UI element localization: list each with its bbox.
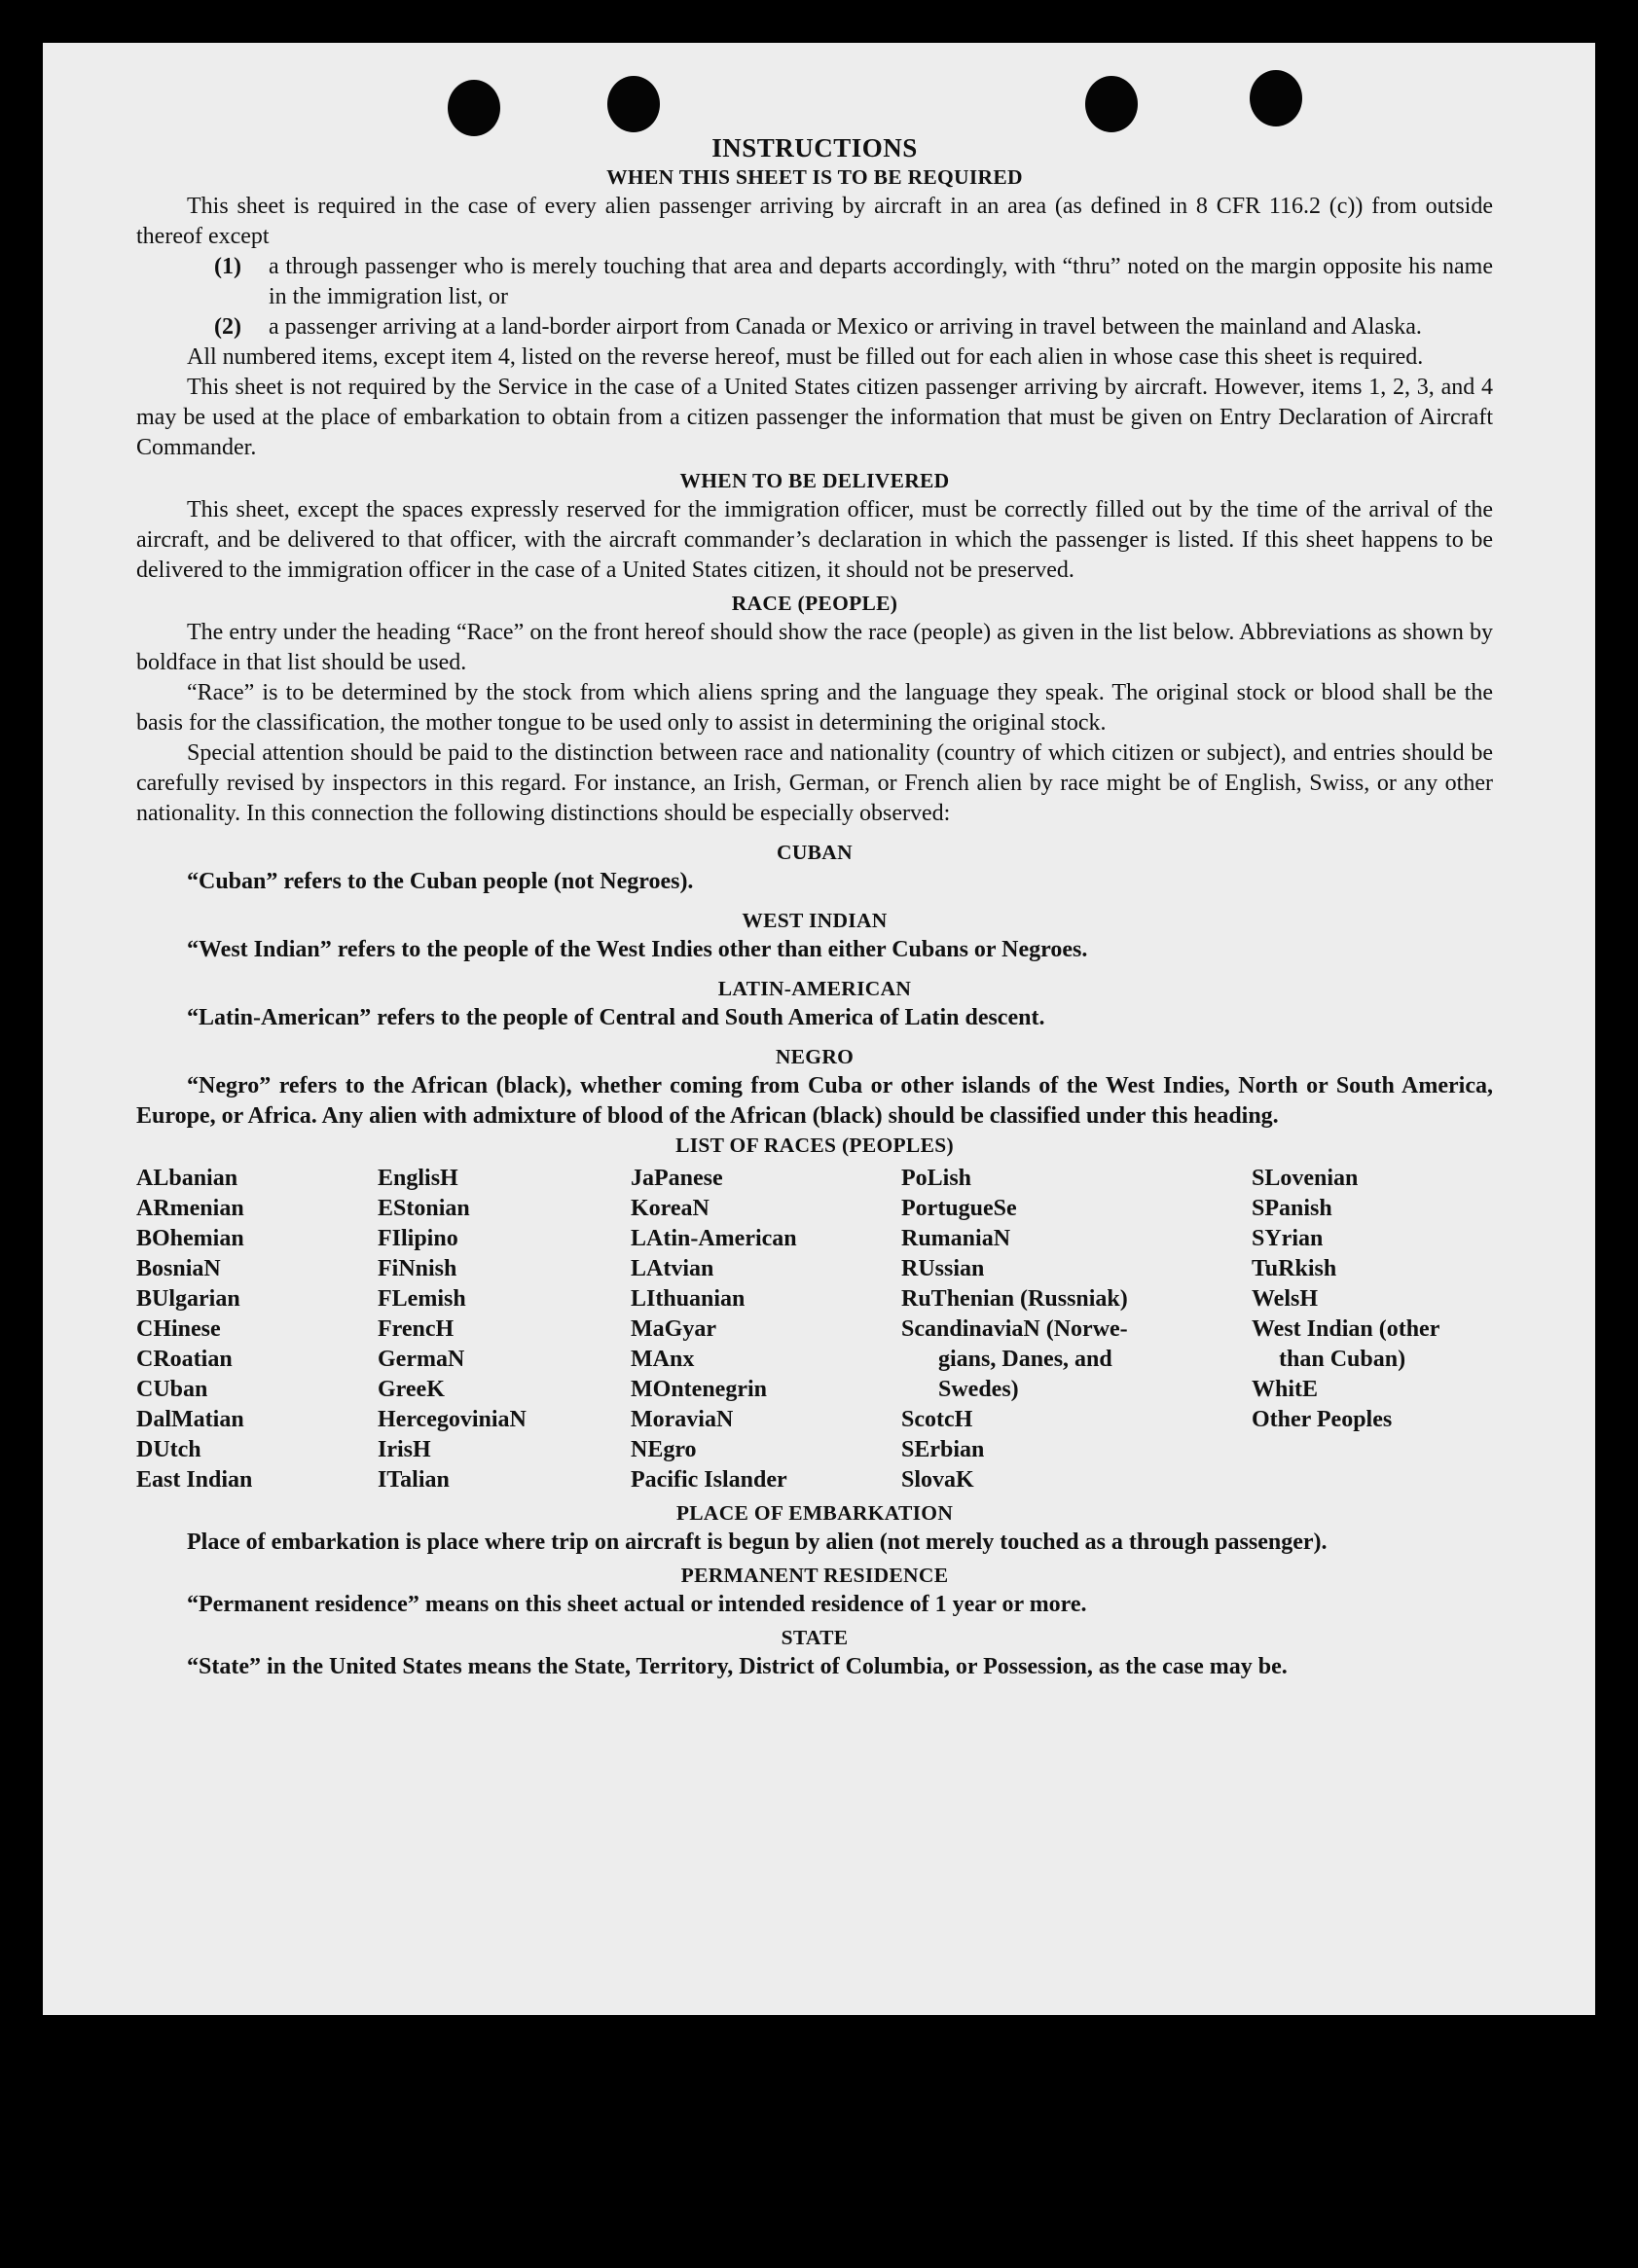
race-entry: SlovaK [901,1467,974,1493]
paragraph: All numbered items, except item 4, listed on the reverse hereof, must be filled out for each alien in whose case this sheet is required. [187,344,1424,370]
race-entry: FLemish [378,1286,466,1312]
race-entry: HercegoviniaN [378,1407,527,1432]
race-entry: Swedes) [938,1377,1019,1402]
race-entry: FiNnish [378,1256,457,1281]
race-entry: MoraviaN [631,1407,734,1432]
section-heading: LIST OF RACES (PEOPLES) [675,1134,954,1157]
race-entry: DUtch [136,1437,201,1462]
punch-hole [607,76,660,132]
race-entry: LAtvian [631,1256,714,1281]
race-entry: ScotcH [901,1407,973,1432]
race-entry: MOntenegrin [631,1377,767,1402]
list-item [214,252,1493,312]
list-item [214,312,1493,342]
race-entry: DalMatian [136,1407,244,1432]
paragraph: Special attention should be paid to the distinction between race and nationality (country of which citizen or subject), and entries should be carefully revised by inspectors in this regard. For instance, an Irish, German, or French alien by race might be of English, Swiss, or any other nationality. In this connection the following distinctions should be especially observed: [136,740,1493,826]
race-entry: PoLish [901,1166,972,1191]
section-heading: WHEN THIS SHEET IS TO BE REQUIRED [606,165,1023,189]
race-entry: GermaN [378,1347,465,1372]
races-list [136,1164,1493,1495]
section-heading: WHEN TO BE DELIVERED [679,469,950,492]
race-entry: TuRkish [1252,1256,1337,1281]
race-entry: East Indian [136,1467,253,1493]
race-entry: RumaniaN [901,1226,1011,1251]
race-entry: ScandinaviaN (Norwe- [901,1316,1128,1342]
race-entry: SLovenian [1252,1166,1359,1191]
race-entry: West Indian (other [1252,1316,1440,1342]
race-entry: than Cuban) [1279,1347,1406,1372]
definition: Place of embarkation is place where trip on aircraft is begun by alien (not merely touched as a through passenger). [187,1530,1328,1555]
item-text: a through passenger who is merely touching that area and departs accordingly, with “thru” noted on the margin opposite his name in the immigration list, or [269,254,1493,309]
definition: “Negro” refers to the African (black), whether coming from Cuba or other islands of the West Indies, North or South America, Europe, or Africa. Any alien with admixture of blood of the African (black) should be classified under this heading. [136,1073,1493,1129]
race-entry: GreeK [378,1377,445,1402]
race-entry: LIthuanian [631,1286,746,1312]
race-entry: gians, Danes, and [938,1347,1112,1372]
definition: “Cuban” refers to the Cuban people (not Negroes). [187,869,694,894]
race-entry: SErbian [901,1437,985,1462]
definition: “Permanent residence” means on this sheet actual or intended residence of 1 year or more. [187,1592,1087,1617]
race-entry: Other Peoples [1252,1407,1393,1432]
race-entry: NEgro [631,1437,697,1462]
definition: “State” in the United States means the State, Territory, District of Columbia, or Possession, as the case may be. [187,1654,1288,1679]
item-text: a passenger arriving at a land-border airport from Canada or Mexico or arriving in travel between the mainland and Alaska. [269,314,1422,340]
page-title: INSTRUCTIONS [711,133,918,162]
race-entry: RuThenian (Russniak) [901,1286,1128,1312]
race-entry: SYrian [1252,1226,1324,1251]
races-column [631,1164,901,1495]
race-entry: ITalian [378,1467,450,1493]
race-entry: RUssian [901,1256,985,1281]
races-column [136,1164,378,1495]
race-entry: FrencH [378,1316,455,1342]
definition: “West Indian” refers to the people of the West Indies other than either Cubans or Negroes. [187,937,1088,962]
item-number: (2) [214,314,241,340]
section-heading: WEST INDIAN [742,909,888,932]
race-entry: EnglisH [378,1166,458,1191]
race-entry: KoreaN [631,1196,710,1221]
paragraph: This sheet is required in the case of every alien passenger arriving by aircraft in an area (as defined in 8 CFR 116.2 (c)) from outside thereof except [136,194,1493,249]
race-entry: BosniaN [136,1256,221,1281]
section-heading: LATIN-AMERICAN [717,977,912,1000]
paragraph: This sheet is not required by the Service in the case of a United States citizen passenger arriving by aircraft. However, items 1, 2, 3, and 4 may be used at the place of embarkation to obtain from a citizen passenger the information that must be given on Entry Declaration of Aircraft Commander. [136,375,1493,460]
races-column [901,1164,1252,1495]
race-entry: MaGyar [631,1316,716,1342]
race-entry: SPanish [1252,1196,1332,1221]
paragraph: “Race” is to be determined by the stock from which aliens spring and the language they speak. The original stock or blood shall be the basis for the classification, the mother tongue to be used only to assist in determining the original stock. [136,680,1493,736]
race-entry: Pacific Islander [631,1467,787,1493]
punch-hole [1085,76,1138,132]
race-entry: BOhemian [136,1226,244,1251]
race-entry: CUban [136,1377,208,1402]
definition: “Latin-American” refers to the people of Central and South America of Latin descent. [187,1005,1045,1030]
section-heading: PLACE OF EMBARKATION [675,1501,954,1525]
section-heading: PERMANENT RESIDENCE [680,1564,949,1587]
race-entry: JaPanese [631,1166,723,1191]
paragraph: The entry under the heading “Race” on the front hereof should show the race (people) as given in the list below. Abbreviations as shown by boldface in that list should be used. [136,620,1493,675]
race-entry: WhitE [1252,1377,1319,1402]
race-entry: PortugueSe [901,1196,1017,1221]
race-entry: ARmenian [136,1196,244,1221]
race-entry: ALbanian [136,1166,238,1191]
races-column [378,1164,631,1495]
races-column [1252,1164,1491,1495]
race-entry: LAtin-American [631,1226,797,1251]
race-entry: FIlipino [378,1226,458,1251]
document-page [43,43,1595,2015]
section-heading: NEGRO [775,1045,855,1068]
item-number: (1) [214,254,241,279]
race-entry: BUlgarian [136,1286,240,1312]
section-heading: STATE [781,1626,849,1649]
section-heading: RACE (PEOPLE) [731,592,898,615]
section-heading: CUBAN [777,841,853,864]
race-entry: MAnx [631,1347,695,1372]
race-entry: CHinese [136,1316,221,1342]
race-entry: EStonian [378,1196,470,1221]
punch-hole [1250,70,1302,126]
paragraph: This sheet, except the spaces expressly reserved for the immigration officer, must be correctly filled out by the time of the arrival of the aircraft, and be delivered to that officer, with the aircraft commander’s declaration in which the passenger is listed. If this sheet happens to be delivered to the immigration officer in the case of a United States citizen, it should not be preserved. [136,497,1493,583]
race-entry: IrisH [378,1437,431,1462]
race-entry: CRoatian [136,1347,233,1372]
punch-hole [448,80,500,136]
race-entry: WelsH [1252,1286,1319,1312]
